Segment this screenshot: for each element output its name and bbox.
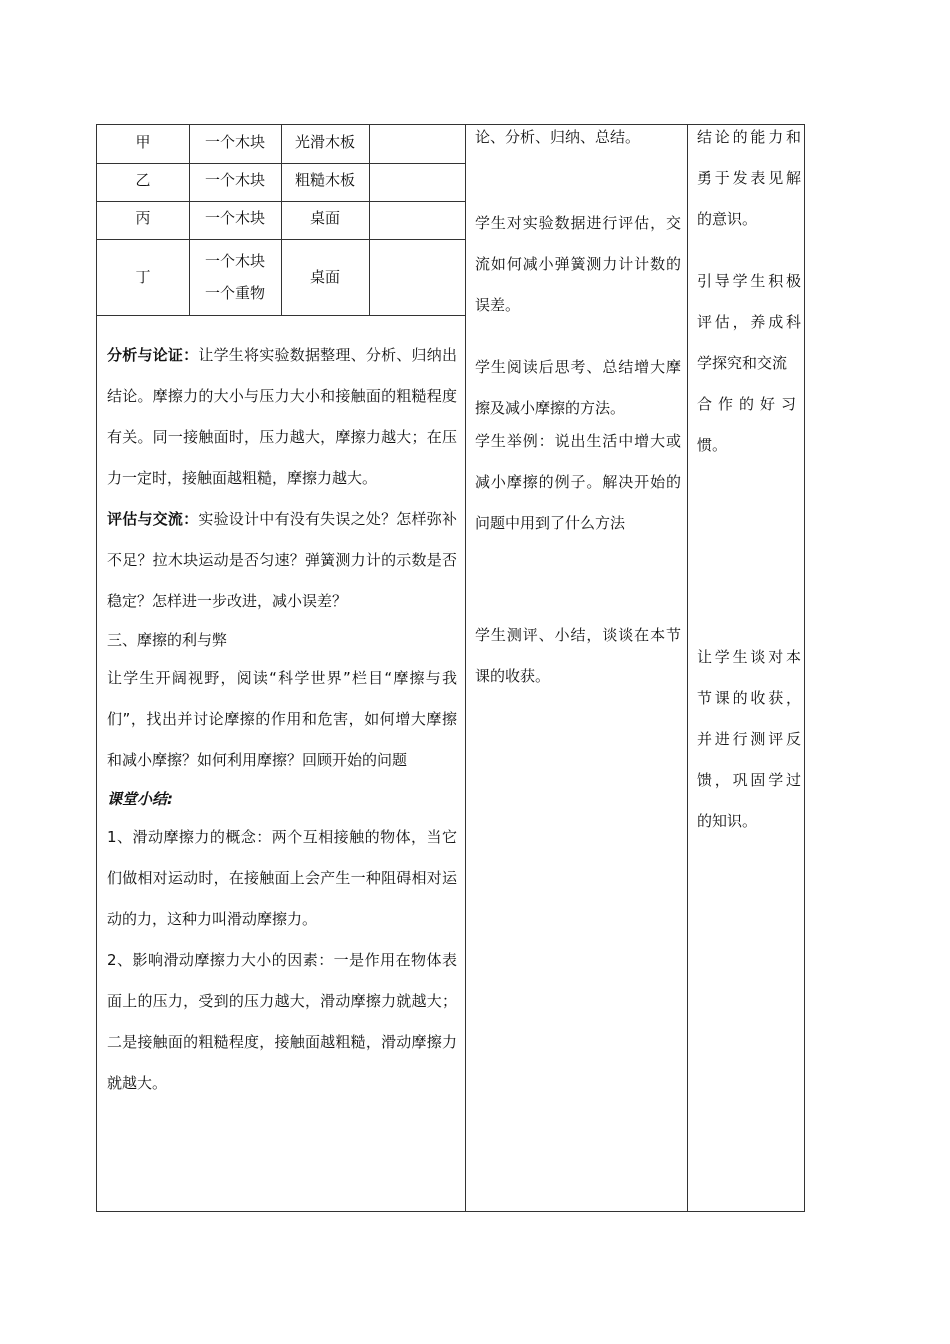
evaluation-heading: 评估与交流： (107, 510, 199, 528)
teacher-activity (107, 335, 457, 1104)
object-cell: 一个木块 (204, 209, 265, 227)
section-text: 让学生开阔视野，阅读“科学世界”栏目“摩擦与我们”，找出并讨论摩擦的作用和危害，如何增大摩擦和减小摩擦？如何利用摩擦？回顾开始的问题 (107, 669, 457, 769)
intent-paragraph (697, 261, 801, 466)
student-paragraph: 学生阅读后思考、总结增大摩擦及减小摩擦的方法。 (475, 358, 681, 417)
intent-paragraph: 让学生谈对本节课的收获，并进行测评反馈，巩固学过的知识。 (697, 648, 801, 830)
intent-paragraph: 结论的能力和勇于发表见解的意识。 (697, 128, 801, 228)
analysis-paragraph (107, 335, 457, 499)
row-label: 丙 (135, 209, 151, 227)
table-bottom-border (97, 315, 465, 316)
object-cell: 一个木块 (204, 133, 265, 151)
column-divider-1 (465, 125, 466, 1211)
row-label: 甲 (135, 133, 151, 151)
summary-point-1: 1、滑动摩擦力的概念：两个互相接触的物体，当它们做相对运动时，在接触面上会产生一种阻碍相对运动的力，这种力叫滑动摩擦力。 (107, 828, 457, 928)
summary-point-2: 2、影响滑动摩擦力大小的因素：一是作用在物体表面上的压力，受到的压力越大，滑动摩擦力就越大；二是接触面的粗糙程度，接触面越粗糙，滑动摩擦力就越大。 (107, 951, 457, 1092)
cell-divider (189, 125, 190, 315)
student-paragraph: 论、分析、归纳、总结。 (475, 128, 641, 146)
object-line: 一个重物 (204, 284, 265, 302)
surface-cell: 桌面 (309, 209, 340, 227)
result-cell (369, 163, 465, 201)
cell-divider (369, 125, 370, 315)
column-divider-2 (687, 125, 688, 1211)
student-paragraph: 学生测评、小结，谈谈在本节课的收获。 (475, 626, 681, 685)
row-label: 丁 (135, 268, 151, 286)
intent-text: 引导学生积极评估，养成科学探究和交流 (697, 272, 801, 372)
row-label: 乙 (135, 171, 151, 189)
surface-cell: 桌面 (309, 268, 340, 286)
evaluation-paragraph (107, 499, 457, 622)
result-cell (369, 125, 465, 163)
analysis-text: 让学生将实验数据整理、分析、归纳出结论。摩擦力的大小与压力大小和接触面的粗糙程度有关。同一接触面时，压力越大，摩擦力越大；在压力一定时，接触面越粗糙，摩擦力越大。 (107, 346, 457, 487)
evaluation-text: 实验设计中有没有失误之处？怎样弥补不足？拉木块运动是否匀速？弹簧测力计的示数是否稳定？怎样进一步改进，减小误差？ (107, 510, 457, 610)
object-line: 一个木块 (204, 252, 265, 270)
intent-text-spaced: 合作的好习 (697, 395, 803, 413)
result-cell (369, 239, 465, 315)
cell-divider (281, 125, 282, 315)
surface-cell: 粗糙木板 (294, 171, 355, 189)
object-cell (189, 239, 281, 315)
lesson-plan-table (96, 124, 805, 1212)
student-paragraph: 学生对实验数据进行评估，交流如何减小弹簧测力计计数的误差。 (475, 214, 681, 314)
analysis-heading: 分析与论证： (107, 346, 199, 364)
result-cell (369, 201, 465, 239)
object-cell: 一个木块 (204, 171, 265, 189)
intent-text-end: 惯。 (697, 436, 728, 454)
surface-cell: 光滑木板 (294, 133, 355, 151)
summary-heading: 课堂小结: (107, 790, 173, 808)
student-paragraph: 学生举例：说出生活中增大或减小摩擦的例子。解决开始的问题中用到了什么方法 (475, 432, 681, 532)
section-title: 三、摩擦的利与弊 (107, 631, 228, 649)
